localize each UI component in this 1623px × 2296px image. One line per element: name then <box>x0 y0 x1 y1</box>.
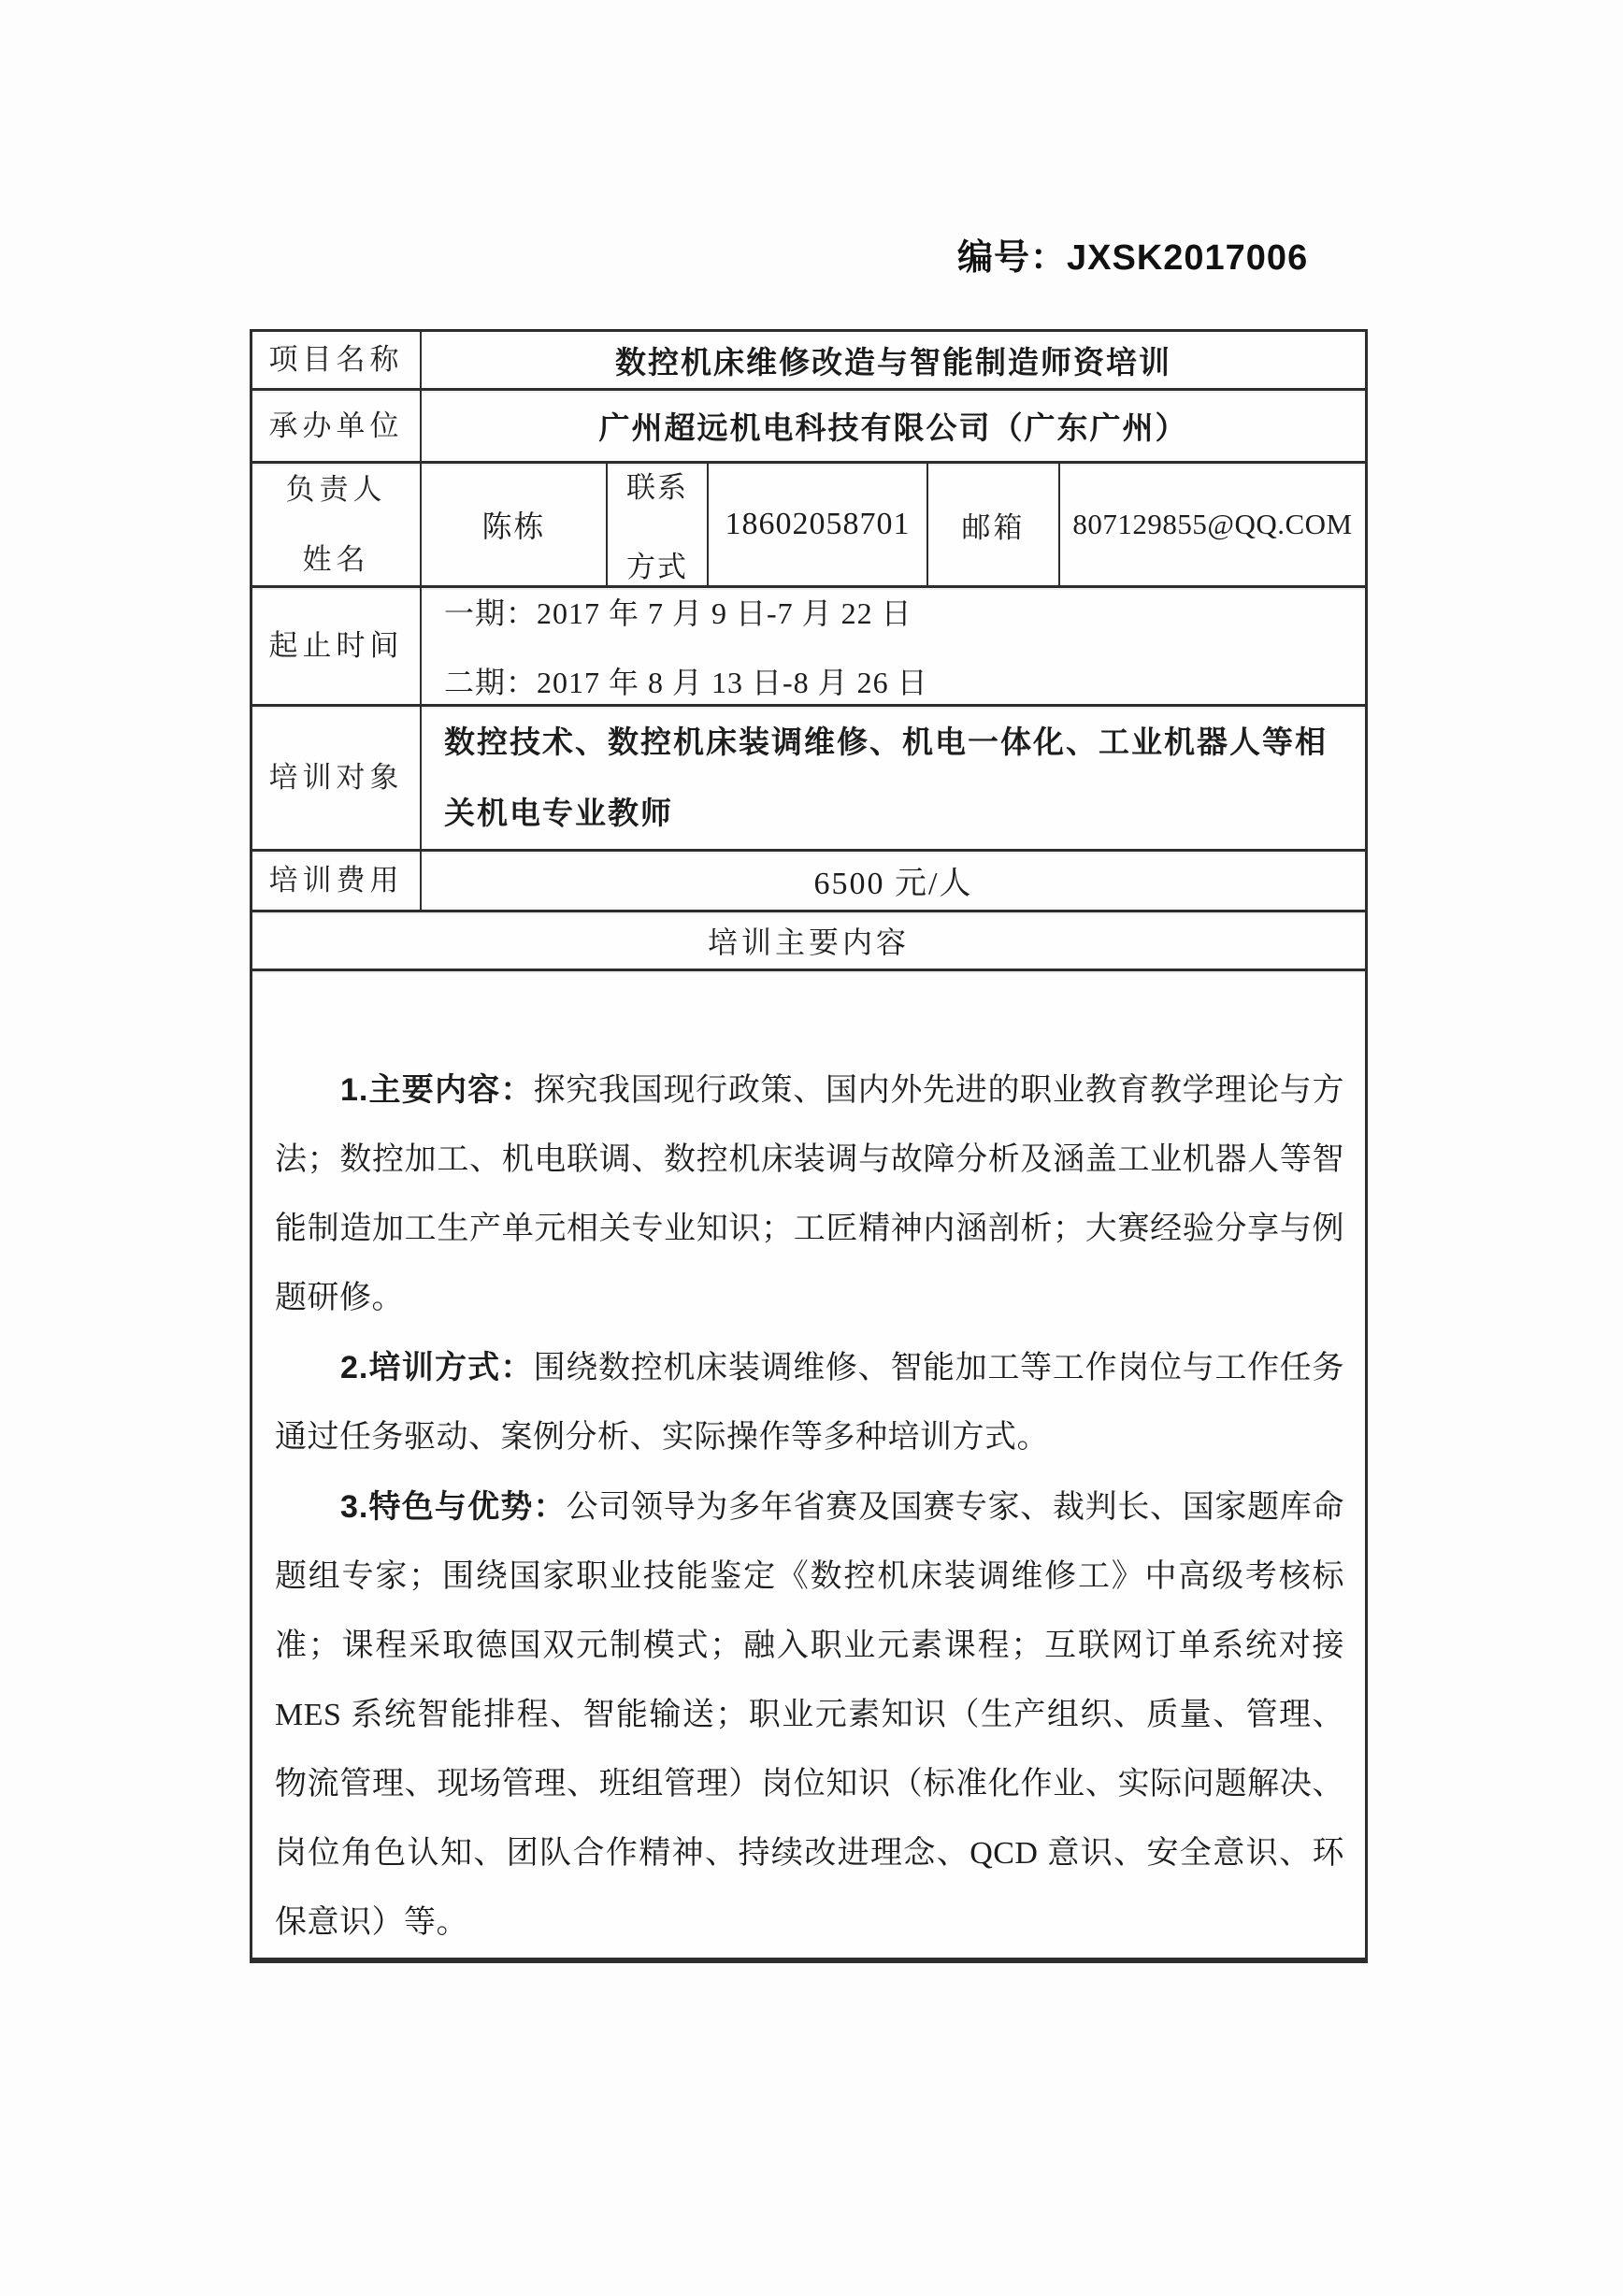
organizer-value: 广州超远机电科技有限公司（广东广州） <box>598 410 1188 446</box>
project-name-label-cell <box>252 332 422 388</box>
project-name-value-cell <box>422 332 1365 388</box>
content-item-1 <box>275 1055 1344 1333</box>
fee-value-cell <box>422 852 1365 910</box>
email-label-cell <box>928 464 1060 585</box>
row-fee <box>252 852 1365 912</box>
content-header-cell <box>252 912 1365 969</box>
duration-label: 起止时间 <box>268 628 404 662</box>
contact-label-line2: 方式 <box>626 551 688 584</box>
row-duration <box>252 588 1365 707</box>
content-item-1-lead: 1.主要内容： <box>340 1072 534 1108</box>
organizer-label: 承办单位 <box>268 409 404 442</box>
responsible-label-cell <box>252 464 422 585</box>
contact-label-cell <box>608 464 709 585</box>
audience-value-cell <box>422 707 1365 849</box>
row-organizer <box>252 391 1365 464</box>
row-project-name <box>252 332 1365 391</box>
email-value-cell <box>1060 464 1365 585</box>
email-label: 邮箱 <box>961 510 1026 544</box>
row-content-header <box>252 912 1365 971</box>
content-item-2-body: 围绕数控机床装调维修、智能加工等工作岗位与工作任务通过任务驱动、案例分析、实际操作等多种培训方式。 <box>275 1351 1345 1455</box>
contact-label-line1: 联系 <box>626 471 688 505</box>
responsible-label-line2: 姓名 <box>302 543 370 577</box>
duration-value-cell <box>422 588 1365 704</box>
duration-label-cell <box>252 588 422 704</box>
contact-phone-cell <box>709 464 928 585</box>
audience-label-cell <box>252 707 422 849</box>
organizer-label-cell <box>252 391 422 461</box>
fee-label-cell <box>252 852 422 910</box>
fee-value: 6500 元/人 <box>813 867 973 902</box>
responsible-label-line1: 负责人 <box>285 473 387 507</box>
duration-period2: 二期：2017 年 8 月 13 日-8 月 26 日 <box>444 665 928 699</box>
email-value: 807129855@QQ.COM <box>1072 508 1353 541</box>
responsible-name: 陈栋 <box>481 509 546 544</box>
content-header: 培训主要内容 <box>707 925 910 959</box>
content-body-cell <box>252 971 1365 1958</box>
row-audience <box>252 707 1365 852</box>
contact-phone: 18602058701 <box>725 507 911 542</box>
content-item-3 <box>275 1472 1344 1958</box>
fee-label: 培训费用 <box>268 863 404 897</box>
content-item-2 <box>275 1333 1344 1472</box>
content-item-3-lead: 3.特色与优势： <box>340 1489 567 1525</box>
training-form-table <box>250 329 1368 1963</box>
content-item-2-lead: 2.培训方式： <box>340 1350 534 1385</box>
audience-value: 数控技术、数控机床装调维修、机电一体化、工业机器人等相关机电专业教师 <box>444 724 1328 830</box>
row-responsible <box>252 464 1365 588</box>
project-name-label: 项目名称 <box>268 343 404 377</box>
project-name-value: 数控机床维修改造与智能制造师资培训 <box>615 344 1171 380</box>
content-item-3-body: 公司领导为多年省赛及国赛专家、裁判长、国家题库命题组专家；围绕国家职业技能鉴定《数控机床装调维修工》中高级考核标准；课程采取德国双元制模式；融入职业元素课程；互联网订单系统对接 MES 系统智能排程、智能输送；职业元素知识（生产组织、质量、管理、物流管理、现场管理、班组管理）岗位知识（标准化作业、实际问题解决、岗位角色认知、团队合作精神、持续改进理念、QCD 意识、安全意识、环保意识）等。 <box>275 1490 1344 1940</box>
audience-label: 培训对象 <box>268 760 404 794</box>
responsible-name-cell <box>422 464 608 585</box>
content-item-1-body: 探究我国现行政策、国内外先进的职业教育教学理论与方法；数控加工、机电联调、数控机床装调与故障分析及涵盖工业机器人等智能制造加工生产单元相关专业知识；工匠精神内涵剖析；大赛经验分享与例题研修。 <box>275 1073 1345 1315</box>
duration-period1: 一期：2017 年 7 月 9 日-7 月 22 日 <box>444 596 912 630</box>
doc-number: 编号：JXSK2017006 <box>957 238 1309 278</box>
row-content-body <box>252 971 1365 1958</box>
organizer-value-cell <box>422 391 1365 461</box>
